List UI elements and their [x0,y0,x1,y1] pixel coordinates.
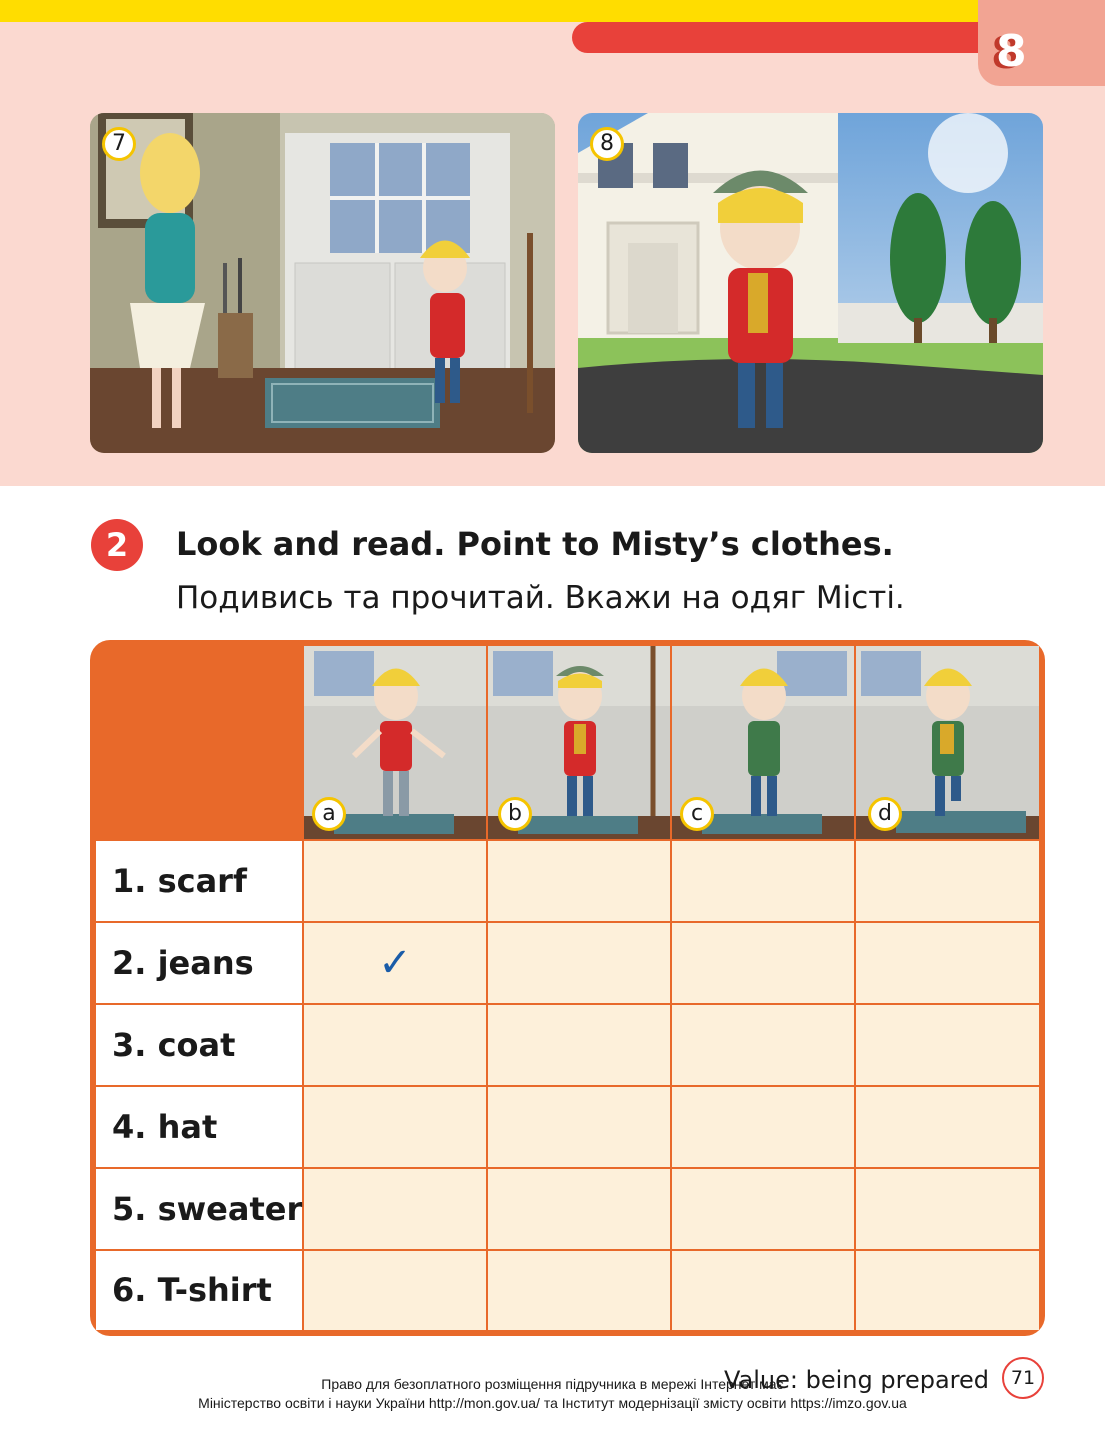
column-letter-badge: b [498,797,532,831]
column-letter-badge: c [680,797,714,831]
answer-cell-6c[interactable] [672,1251,854,1330]
column-header-c [672,646,854,839]
row-label [96,923,302,1003]
row-label-text: 5. sweater [112,1190,303,1228]
answer-cell-5b[interactable] [488,1169,670,1249]
copyright-notice-line-2: Міністерство освіти і науки України http://mon.gov.ua/ та Інститут модернізації змісту освіти https://imzo.gov.ua [198,1395,907,1411]
yellow-header-strip [0,0,978,22]
answer-cell-4c[interactable] [672,1087,854,1167]
value-label: Value: being prepared [724,1366,989,1394]
unit-number: 8 [996,26,1027,77]
answer-cell-2c[interactable] [672,923,854,1003]
answer-cell-5a[interactable] [304,1169,486,1249]
row-label [96,1087,302,1167]
row-label-text: 4. hat [112,1108,218,1146]
story-frame-8 [578,113,1043,453]
answer-cell-5d[interactable] [856,1169,1039,1249]
answer-cell-1b[interactable] [488,841,670,921]
story-frame-7-illustration [90,113,555,453]
story-frame-7 [90,113,555,453]
answer-cell-2a[interactable] [304,923,486,1003]
answer-cell-3c[interactable] [672,1005,854,1085]
column-header-a [304,646,486,839]
answer-cell-1a[interactable] [304,841,486,921]
answer-cell-1d[interactable] [856,841,1039,921]
column-letter-badge: a [312,797,346,831]
activity-number: 2 [91,519,143,571]
frame-number-badge: 7 [102,127,136,161]
clothes-table [90,640,1045,1336]
answer-cell-2b[interactable] [488,923,670,1003]
check-mark-icon: ✓ [378,940,412,986]
instruction-ukrainian: Подивись та прочитай. Вкажи на одяг Місті. [176,580,905,616]
column-header-d [856,646,1039,839]
answer-cell-5c[interactable] [672,1169,854,1249]
instruction-english: Look and read. Point to Misty’s clothes. [176,525,894,563]
answer-cell-4a[interactable] [304,1087,486,1167]
answer-cell-2d[interactable] [856,923,1039,1003]
row-label [96,841,302,921]
answer-cell-3b[interactable] [488,1005,670,1085]
row-label-text: 3. coat [112,1026,236,1064]
copyright-notice-line-1: Право для безоплатного розміщення підручника в мережі Інтернет має [321,1376,784,1392]
answer-cell-3d[interactable] [856,1005,1039,1085]
row-label [96,1169,302,1249]
row-label-text: 2. jeans [112,944,254,982]
answer-cell-1c[interactable] [672,841,854,921]
answer-cell-6b[interactable] [488,1251,670,1330]
answer-cell-3a[interactable] [304,1005,486,1085]
column-letter-badge: d [868,797,902,831]
red-header-strip [572,22,1002,53]
row-label-text: 1. scarf [112,862,247,900]
row-label [96,1251,302,1330]
answer-cell-4b[interactable] [488,1087,670,1167]
page-number: 71 [1002,1357,1044,1399]
answer-cell-6d[interactable] [856,1251,1039,1330]
row-label [96,1005,302,1085]
row-label-text: 6. T-shirt [112,1271,272,1309]
table-corner [96,646,302,839]
column-header-b [488,646,670,839]
story-frame-8-illustration [578,113,1043,453]
frame-number-badge: 8 [590,127,624,161]
answer-cell-6a[interactable] [304,1251,486,1330]
answer-cell-4d[interactable] [856,1087,1039,1167]
